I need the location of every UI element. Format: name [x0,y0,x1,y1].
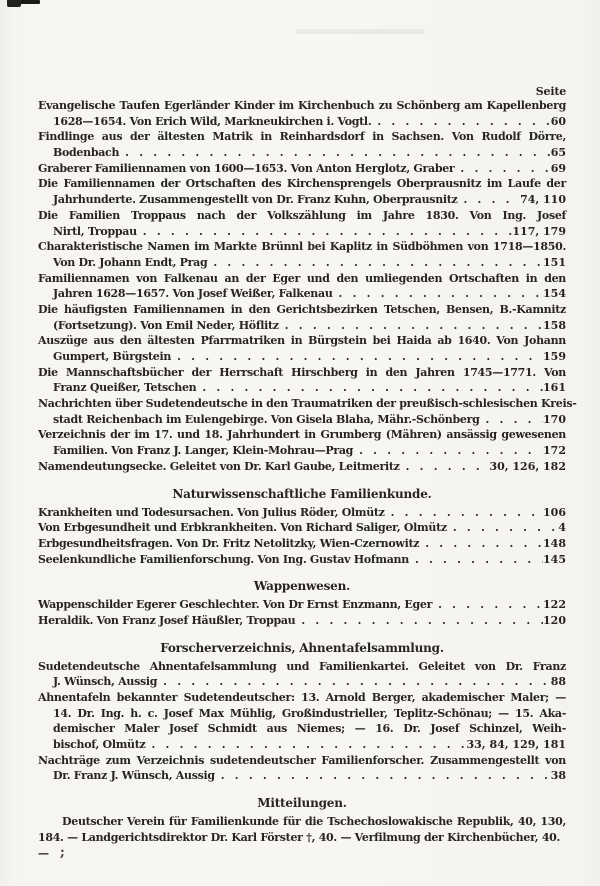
toc-line [38,286,566,302]
dot-leader [207,255,543,271]
toc-line [38,161,566,177]
toc-content [38,85,577,860]
toc-line [38,674,566,690]
entry-text: Heraldik. Von Franz Josef Häußler, Troppau [38,613,296,627]
toc-line [38,459,566,475]
toc-line: 184. — Landgerichtsdirektor Dr. Karl Förster †, 40. — Verfilmung der Kirchenbücher, 40. — [38,830,561,860]
dot-leader [157,674,551,690]
page-number: 145 [543,552,566,566]
entry-text: Familien. Von Franz J. Langer, Klein-Mohrau—Prag [53,444,354,458]
entry-text: Graberer Familiennamen von 1600—1653. Von Anton Herglotz, Graber [38,161,455,175]
toc-section [38,487,566,568]
page-number: 4 [558,521,566,535]
toc-line [38,192,566,208]
page-number: 158 [543,318,566,332]
toc-line [38,224,566,240]
toc-line: Die häufigsten Familiennamen in den Gerichtsbezirken Tetschen, Bensen, B.-Kamnitz [38,302,566,316]
entry-text: Von Dr. Johann Endt, Prag [53,255,208,269]
dot-leader [454,161,550,177]
dot-leader [419,536,543,552]
dot-leader [333,286,544,302]
toc-line [38,412,566,428]
toc-section [38,641,566,785]
entry-text: J. Wünsch, Aussig [53,675,158,689]
page-number: 120 [543,613,566,627]
entry-text: Krankheiten und Todesursachen. Von Julius Röder, Olmütz [38,505,385,519]
scan-artifact-top-left-blob [7,0,21,7]
dot-leader [447,520,559,536]
toc-line: demischer Maler Josef Schmidt aus Niemes; — 16. Dr. Josef Schinzel, Weih- [53,722,566,736]
page-number: 60 [550,114,566,128]
page-number: 154 [543,287,566,301]
page-number: 151 [543,255,566,269]
entry-text: Jahrhunderte. Zusammengestellt von Dr. Franz Kuhn, Oberprausnitz [53,193,458,207]
dot-leader [409,552,543,568]
page-number: 69 [550,161,566,175]
page-number: 172 [543,444,566,458]
toc-line: Auszüge aus den ältesten Pfarrmatriken in Bürgstein bei Haida ab 1640. Von Johann [38,334,566,348]
toc-line: Verzeichnis der im 17. und 18. Jahrhundert in Grumberg (Mähren) ansässig gewesenen [38,428,566,442]
entry-text: Wappenschilder Egerer Geschlechter. Von Dr Ernst Enzmann, Eger [38,598,433,612]
toc-line: Nachrichten über Sudetendeutsche in den Traumatriken der preußisch-schlesischen Kreis- [38,397,577,411]
page-number: 30, 126, 182 [489,459,566,473]
toc-line: Deutscher Verein für Familienkunde für die Tschechoslowakische Republik, 40, 130, [62,815,566,829]
scan-smudge [295,29,425,34]
entry-text: Namendeutungsecke. Geleitet von Dr. Karl Gaube, Leitmeritz [38,459,400,473]
page-number: 122 [543,598,566,612]
table-of-contents [38,98,577,860]
toc-line [38,114,566,130]
toc-line: Familiennamen von Falkenau an der Eger und den umliegenden Ortschaften in den [38,271,566,285]
dot-leader [137,224,513,240]
scan-artifact-bottom-mark: ; [60,845,65,860]
page-number: 106 [543,505,566,519]
section-heading: Forscherverzeichnis, Ahnentafelsammlung. [160,640,444,655]
toc-line [38,380,566,396]
entry-text: Franz Queißer, Tetschen [53,381,197,395]
dot-leader [196,380,543,396]
toc-line [38,768,566,784]
entry-text: Bodenbach [53,146,120,160]
dot-leader [353,443,543,459]
dot-leader [295,613,543,629]
toc-line [38,145,566,161]
toc-line: Die Mannschaftsbücher der Herrschaft Hirschberg in den Jahren 1745—1771. Von [38,365,566,379]
entry-text: Seelenkundliche Familienforschung. Von Ing. Gustav Hofmann [38,552,409,566]
section-heading: Wappenwesen. [253,579,351,594]
entry-text: stadt Reichenbach im Eulengebirge. Von Gisela Blaha, Mähr.-Schönberg [53,412,480,426]
dot-leader [119,145,551,161]
toc-line: Evangelische Taufen Egerländer Kinder im Kirchenbuch zu Schönberg am Kapellenberg [38,99,566,112]
dot-leader [432,597,543,613]
dot-leader [215,768,551,784]
toc-line: Sudetendeutsche Ahnentafelsammlung und Familienkartei. Geleitet von Dr. Franz [38,659,566,673]
section-heading: Mitteilungen. [257,796,347,811]
toc-line [38,505,566,521]
page-number: 88 [550,675,566,689]
entry-text: bischof, Olmütz [53,738,146,752]
toc-line [38,443,566,459]
page-number: 170 [543,412,566,426]
toc-line [38,255,566,271]
dot-leader [458,192,521,208]
entry-text: Dr. Franz J. Wünsch, Aussig [53,769,215,783]
toc-line: 14. Dr. Ing. h. c. Josef Max Mühlig, Großindustrieller, Teplitz-Schönau; — 15. Aka- [53,706,566,720]
toc-line [38,349,566,365]
page-column-header: Seite [535,85,566,98]
page-number: 161 [543,381,566,395]
entry-text: Von Erbgesundheit und Erbkrankheiten. Von Richard Saliger, Olmütz [38,521,447,535]
dot-leader [385,505,543,521]
page-number: 38 [550,769,566,783]
toc-line: Nachträge zum Verzeichnis sudetendeutscher Familienforscher. Zusammengestellt von [38,753,566,767]
page-number: 117, 179 [512,224,566,238]
toc-line: Die Familien Troppaus nach der Volkszählung im Jahre 1830. Von Ing. Josef [38,208,566,222]
dot-leader [279,318,543,334]
entry-text: Nirtl, Troppau [53,224,137,238]
page-number: 159 [543,350,566,363]
toc-line [38,520,566,536]
toc-section [38,796,566,860]
toc-line [38,597,566,613]
dot-leader [479,412,543,428]
toc-line: Die Familiennamen der Ortschaften des Kirchensprengels Oberprausnitz im Laufe der [38,177,566,191]
entry-text: Gumpert, Bürgstein [53,350,172,363]
page-number: 33, 84, 129, 181 [466,738,566,752]
dot-leader [371,114,550,130]
dot-leader [145,737,466,753]
toc-line: Findlinge aus der ältesten Matrik in Reinhardsdorf in Sachsen. Von Rudolf Dörre, [38,130,566,144]
toc-line [38,613,566,629]
page-number: 65 [550,146,566,160]
toc-section [38,98,577,475]
entry-text: (Fortsetzung). Von Emil Neder, Höflitz [53,318,279,332]
toc-line [38,552,566,568]
dot-leader [171,349,543,365]
toc-line [38,536,566,552]
entry-text: 1628—1654. Von Erich Wild, Markneukirchen i. Vogtl. [53,114,372,128]
toc-line [38,737,566,753]
toc-line: Ahnentafeln bekannter Sudetendeutscher: 13. Arnold Berger, akademischer Maler; — [38,691,566,704]
toc-line: Charakteristische Namen im Markte Brünnl bei Kaplitz in Südböhmen von 1718—1850. [38,240,566,254]
toc-section [38,579,566,628]
page-number: 148 [543,536,566,550]
entry-text: Jahren 1628—1657. Von Josef Weißer, Falkenau [53,287,333,301]
toc-line [38,318,566,334]
page-number: 74, 110 [520,193,566,207]
dot-leader [400,459,490,475]
entry-text: Erbgesundheitsfragen. Von Dr. Fritz Netolitzky, Wien-Czernowitz [38,536,420,550]
section-heading: Naturwissenschaftliche Familienkunde. [172,486,432,501]
